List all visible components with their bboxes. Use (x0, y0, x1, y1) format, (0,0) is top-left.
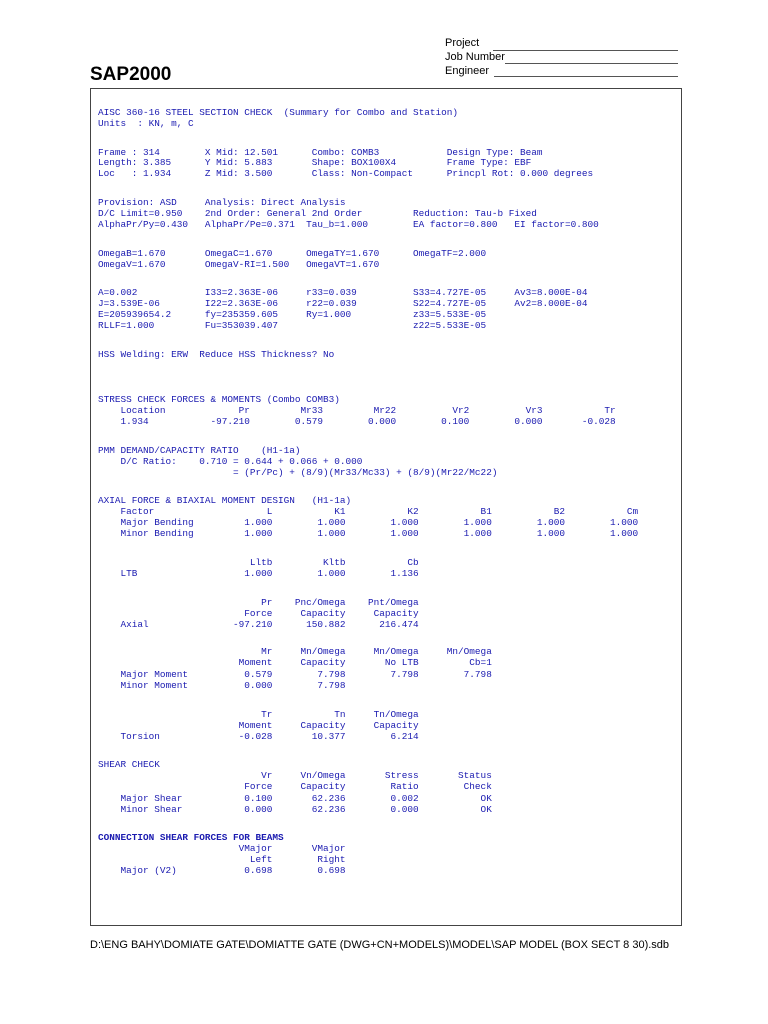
moment-header-row-2: Moment Capacity No LTB Cb=1 (98, 657, 492, 668)
app-title: SAP2000 (90, 64, 172, 85)
ltb-header-row: Lltb Kltb Cb (98, 557, 419, 568)
omega-line-2: OmegaV=1.670 OmegaV-RI=1.500 OmegaVT=1.670 (98, 259, 380, 270)
minor-bending-row: Minor Bending 1.000 1.000 1.000 1.000 1.000 1.000 (98, 528, 639, 539)
loc-line: Loc : 1.934 Z Mid: 3.500 Class: Non-Compact Princpl Rot: 0.000 degrees (98, 168, 594, 179)
report-units: Units : KN, m, C (98, 118, 194, 129)
omega-line-1: OmegaB=1.670 OmegaC=1.670 OmegaTY=1.670 OmegaTF=2.000 (98, 248, 487, 259)
length-line: Length: 3.385 Y Mid: 5.883 Shape: BOX100X4 Frame Type: EBF (98, 157, 532, 168)
alpha-line: AlphaPr/Py=0.430 AlphaPr/Pe=0.371 Tau_b=1.000 EA factor=0.800 EI factor=0.800 (98, 219, 599, 230)
stress-check-heading: STRESS CHECK FORCES & MOMENTS (Combo COMB3) (98, 394, 340, 405)
pmm-heading: PMM DEMAND/CAPACITY RATIO (H1-1a) (98, 445, 301, 456)
hss-welding-line: HSS Welding: ERW Reduce HSS Thickness? No (98, 349, 335, 360)
section-props-2: J=3.539E-06 I22=2.363E-06 r22=0.039 S22=4.727E-05 Av2=8.000E-04 (98, 298, 588, 309)
factor-header-row: Factor L K1 K2 B1 B2 Cm (98, 506, 639, 517)
engineer-line (494, 76, 678, 77)
section-props-4: RLLF=1.000 Fu=353039.407 z22=5.533E-05 (98, 320, 487, 331)
torsion-header-row-2: Moment Capacity Capacity (98, 720, 419, 731)
ltb-value-row: LTB 1.000 1.000 1.136 (98, 568, 419, 579)
axial-header-row-2: Force Capacity Capacity (98, 608, 419, 619)
engineer-label: Engineer (445, 65, 490, 77)
project-line (493, 50, 678, 51)
report-title: AISC 360-16 STEEL SECTION CHECK (Summary for Combo and Station) (98, 107, 459, 118)
connection-value-row: Major (V2) 0.698 0.698 (98, 865, 346, 876)
section-props-3: E=205939654.2 fy=235359.605 Ry=1.000 z33=5.533E-05 (98, 309, 487, 320)
footer-file-path: D:\ENG BAHY\DOMIATE GATE\DOMIATTE GATE (DWG+CN+MODELS)\MODEL\SAP MODEL (BOX SECT 8 30).sdb (90, 939, 670, 951)
connection-header-row-1: VMajor VMajor (98, 843, 346, 854)
dc-limit-line: D/C Limit=0.950 2nd Order: General 2nd Order Reduction: Tau-b Fixed (98, 208, 537, 219)
axial-biaxial-heading: AXIAL FORCE & BIAXIAL MOMENT DESIGN (H1-1a) (98, 495, 352, 506)
dc-ratio-line: D/C Ratio: 0.710 = 0.644 + 0.066 + 0.000 (98, 456, 363, 467)
connection-header-row-2: Left Right (98, 854, 346, 865)
dc-ratio-formula: = (Pr/Pc) + (8/9)(Mr33/Mc33) + (8/9)(Mr22/Mc22) (98, 467, 498, 478)
torsion-value-row: Torsion -0.028 10.377 6.214 (98, 731, 419, 742)
connection-shear-heading: CONNECTION SHEAR FORCES FOR BEAMS (98, 832, 284, 843)
major-moment-row: Major Moment 0.579 7.798 7.798 7.798 (98, 669, 492, 680)
job-number-label: Job Number (445, 51, 505, 63)
major-bending-row: Major Bending 1.000 1.000 1.000 1.000 1.000 1.000 (98, 517, 639, 528)
minor-shear-row: Minor Shear 0.000 62.236 0.000 OK (98, 804, 492, 815)
project-label: Project (445, 37, 480, 49)
moment-header-row-1: Mr Mn/Omega Mn/Omega Mn/Omega (98, 646, 492, 657)
torsion-header-row-1: Tr Tn Tn/Omega (98, 709, 419, 720)
provision-line: Provision: ASD Analysis: Direct Analysis (98, 197, 346, 208)
shear-header-row-2: Force Capacity Ratio Check (98, 781, 492, 792)
minor-moment-row: Minor Moment 0.000 7.798 (98, 680, 346, 691)
shear-header-row-1: Vr Vn/Omega Stress Status (98, 770, 492, 781)
job-number-line (505, 63, 678, 64)
stress-check-header-row: Location Pr Mr33 Mr22 Vr2 Vr3 Tr (98, 405, 616, 416)
axial-header-row-1: Pr Pnc/Omega Pnt/Omega (98, 597, 419, 608)
major-shear-row: Major Shear 0.100 62.236 0.002 OK (98, 793, 492, 804)
stress-check-value-row: 1.934 -97.210 0.579 0.000 0.100 0.000 -0.028 (98, 416, 616, 427)
axial-value-row: Axial -97.210 150.882 216.474 (98, 619, 419, 630)
section-props-1: A=0.002 I33=2.363E-06 r33=0.039 S33=4.727E-05 Av3=8.000E-04 (98, 287, 588, 298)
shear-check-heading: SHEAR CHECK (98, 759, 160, 770)
frame-line: Frame : 314 X Mid: 12.501 Combo: COMB3 Design Type: Beam (98, 147, 543, 158)
